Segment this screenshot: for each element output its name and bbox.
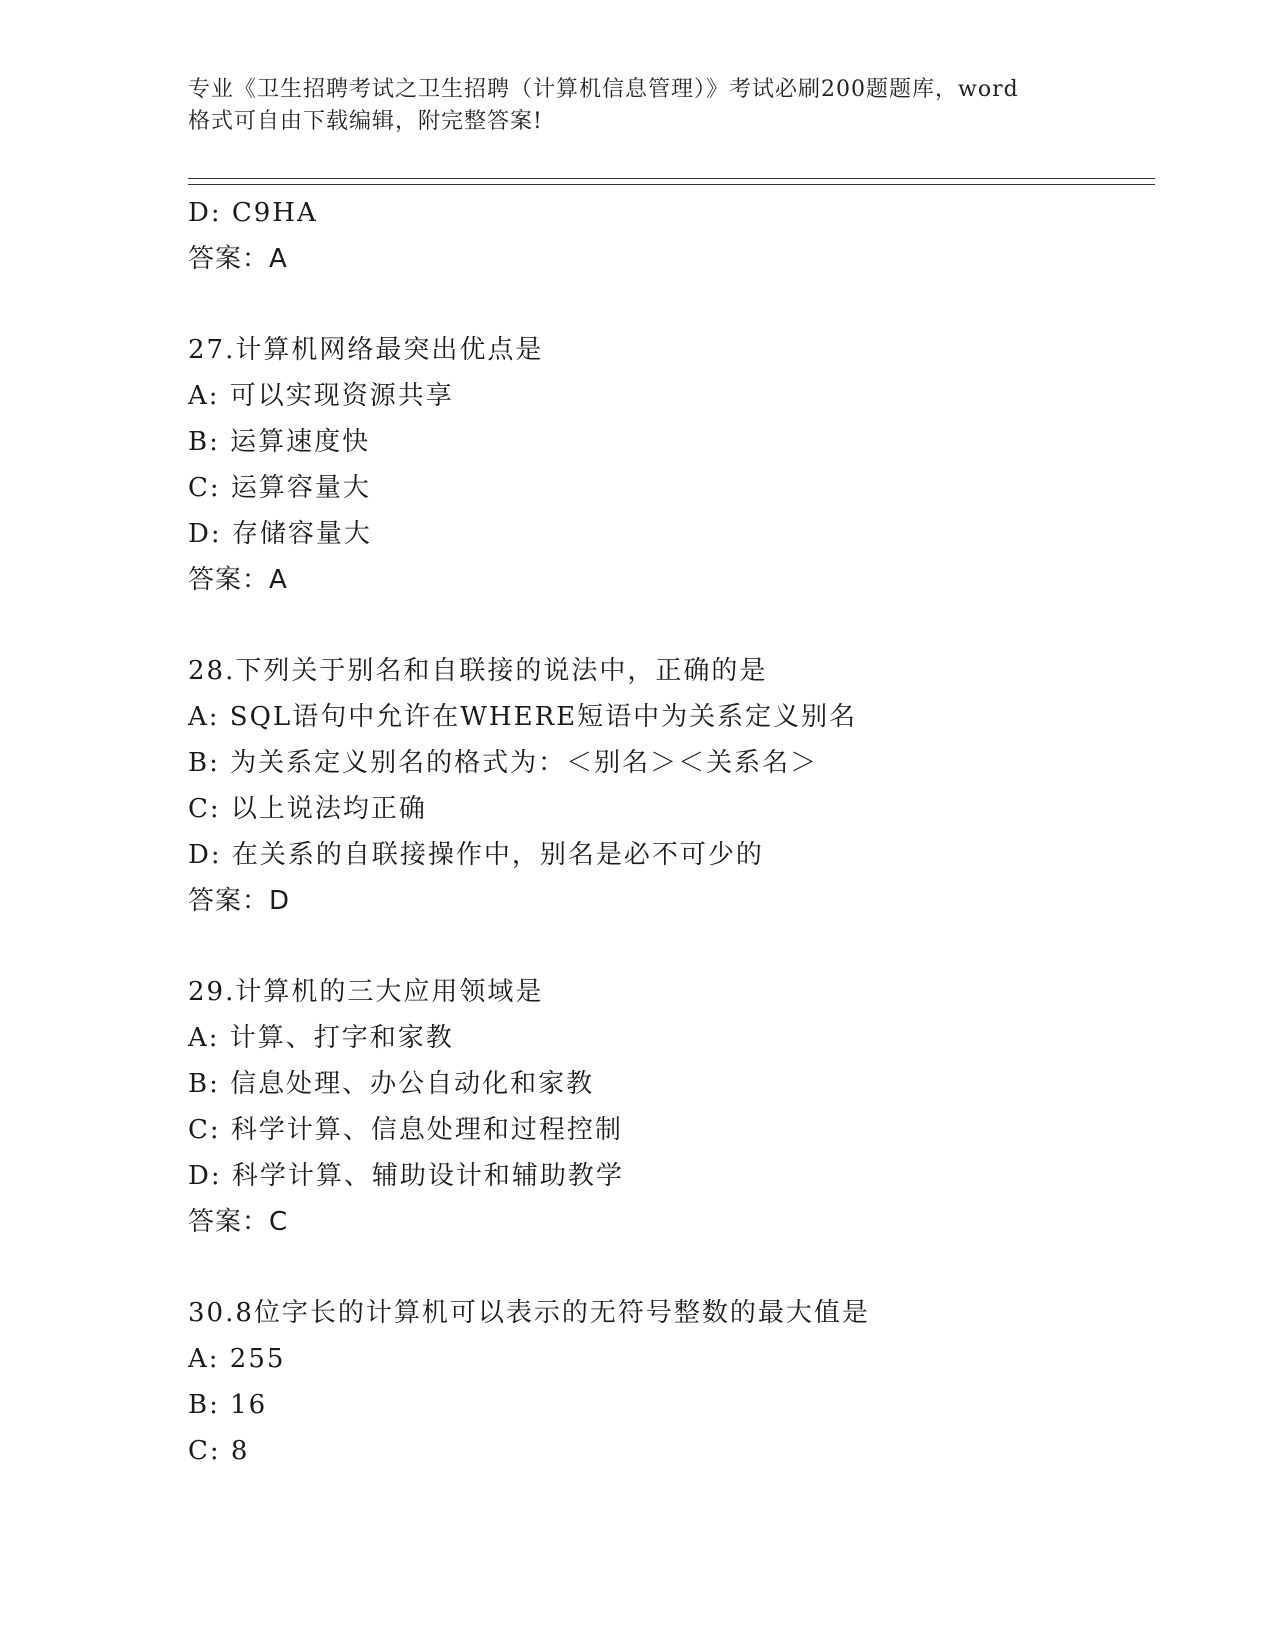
answer-line: 答案：C [188,1207,289,1237]
answer-line: 答案：A [188,565,288,595]
option-a: A: 255 [188,1344,286,1374]
option-d: D: 科学计算、辅助设计和辅助教学 [188,1161,624,1191]
option-d: D: 在关系的自联接操作中，别名是必不可少的 [188,840,764,870]
option-c: C: 运算容量大 [188,473,371,503]
header-line-1: 专业《卫生招聘考试之卫生招聘（计算机信息管理）》考试必刷200题题库，word [188,77,1019,102]
question-block [188,969,1148,1245]
option-c: C: 8 [188,1436,250,1466]
question-list [188,190,1148,1474]
option-b: B: 运算速度快 [188,427,371,457]
answer-line: 答案：D [188,886,291,916]
option-b: B: 16 [188,1390,268,1420]
option-c: C: 科学计算、信息处理和过程控制 [188,1115,623,1145]
option-b: B: 信息处理、办公自动化和家教 [188,1069,595,1099]
answer-line: 答案：A [188,244,288,274]
header-divider [188,178,1155,185]
option-a: A: 计算、打字和家教 [188,1023,454,1053]
question-stem: 30.8位字长的计算机可以表示的无符号整数的最大值是 [188,1298,870,1328]
document-header [188,74,1088,138]
option-d: D: C9HA [188,198,318,228]
question-block [188,1290,1148,1474]
question-stem: 28.下列关于别名和自联接的说法中，正确的是 [188,656,768,686]
option-a: A: 可以实现资源共享 [188,381,454,411]
question-stem: 27.计算机网络最突出优点是 [188,335,544,365]
option-b: B: 为关系定义别名的格式为：＜别名＞＜关系名＞ [188,748,819,778]
option-a: A: SQL语句中允许在WHERE短语中为关系定义别名 [188,702,858,732]
header-line-2: 格式可自由下载编辑，附完整答案! [188,109,543,134]
option-c: C: 以上说法均正确 [188,794,427,824]
question-block [188,648,1148,924]
option-d: D: 存储容量大 [188,519,372,549]
question-stem: 29.计算机的三大应用领域是 [188,977,544,1007]
question-block [188,327,1148,603]
